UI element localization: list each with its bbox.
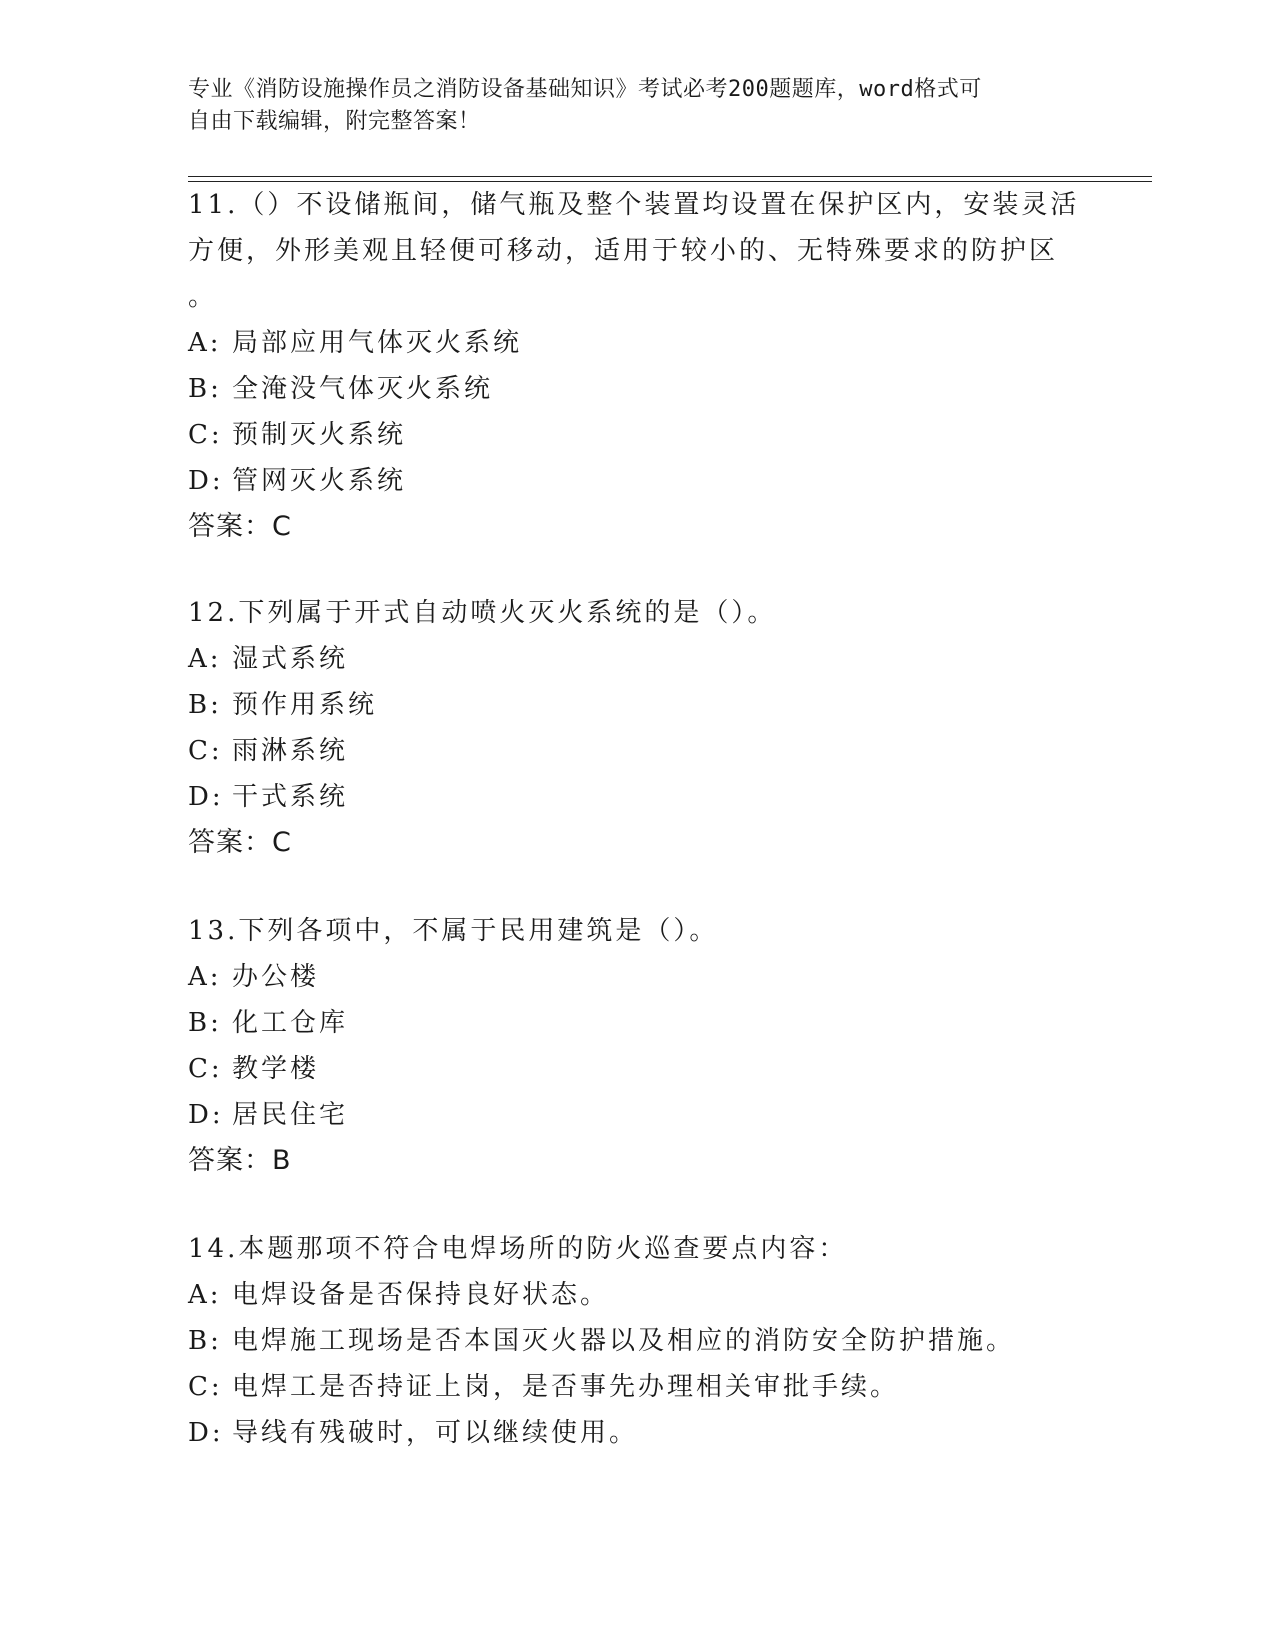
option-text: 居民住宅: [232, 1100, 349, 1130]
option-letter: B:: [188, 374, 222, 404]
question-stem-line: 12.下列属于开式自动喷火灭火系统的是（）。: [188, 598, 777, 628]
option-d: [188, 1410, 1088, 1456]
option-c: [188, 1046, 1088, 1092]
option-a: [188, 954, 1088, 1000]
option-text: 干式系统: [232, 782, 349, 812]
option-letter: D:: [188, 466, 224, 496]
option-c: [188, 412, 1088, 458]
option-a: [188, 1272, 1088, 1318]
option-letter: D:: [188, 1418, 224, 1448]
option-text: 导线有残破时，可以继续使用。: [232, 1418, 639, 1448]
option-text: 电焊设备是否保持良好状态。: [232, 1280, 610, 1310]
option-text: 管网灭火系统: [232, 466, 407, 496]
option-letter: B:: [188, 1008, 222, 1038]
question-14: [188, 1226, 1088, 1456]
option-d: [188, 1092, 1088, 1138]
document-header: [188, 74, 1068, 138]
option-c: [188, 1364, 1088, 1410]
option-text: 化工仓库: [232, 1008, 349, 1038]
answer-label: 答案：C: [188, 511, 292, 542]
answer-label: 答案：C: [188, 827, 292, 858]
option-d: [188, 458, 1088, 504]
option-letter: B:: [188, 690, 222, 720]
option-text: 预制灭火系统: [232, 420, 407, 450]
option-text: 湿式系统: [232, 644, 349, 674]
option-letter: C:: [188, 1054, 223, 1084]
header-divider-top: [188, 176, 1152, 177]
question-stem-line: 方便，外形美观且轻便可移动，适用于较小的、无特殊要求的防护区: [188, 236, 1059, 266]
option-b: [188, 366, 1088, 412]
question-stem-line: 。: [188, 282, 218, 312]
question-stem-line: 13.下列各项中，不属于民用建筑是（）。: [188, 916, 719, 946]
option-d: [188, 774, 1088, 820]
option-letter: D:: [188, 782, 224, 812]
option-text: 教学楼: [232, 1054, 320, 1084]
option-text: 电焊施工现场是否本国灭火器以及相应的消防安全防护措施。: [232, 1326, 1016, 1356]
option-b: [188, 682, 1088, 728]
option-c: [188, 728, 1088, 774]
option-text: 办公楼: [232, 962, 320, 992]
question-stem-line: 14.本题那项不符合电焊场所的防火巡查要点内容：: [188, 1234, 848, 1264]
option-a: [188, 320, 1088, 366]
option-letter: A:: [188, 328, 222, 358]
option-text: 局部应用气体灭火系统: [232, 328, 523, 358]
option-letter: A:: [188, 962, 222, 992]
option-letter: A:: [188, 644, 222, 674]
option-letter: B:: [188, 1326, 222, 1356]
option-b: [188, 1000, 1088, 1046]
option-letter: A:: [188, 1280, 222, 1310]
answer-label: 答案：B: [188, 1145, 292, 1176]
header-line-2: 自由下载编辑，附完整答案！: [188, 109, 481, 134]
option-a: [188, 636, 1088, 682]
option-text: 电焊工是否持证上岗，是否事先办理相关审批手续。: [232, 1372, 900, 1402]
option-letter: C:: [188, 420, 223, 450]
option-text: 预作用系统: [232, 690, 378, 720]
header-line-1: 专业《消防设施操作员之消防设备基础知识》考试必考200题题库，word格式可: [188, 77, 982, 102]
question-stem-line: 11.（）不设储瓶间，储气瓶及整个装置均设置在保护区内，安装灵活: [188, 190, 1080, 220]
question-12: [188, 590, 1088, 866]
option-letter: D:: [188, 1100, 224, 1130]
question-13: [188, 908, 1088, 1184]
option-letter: C:: [188, 736, 223, 766]
option-letter: C:: [188, 1372, 223, 1402]
option-b: [188, 1318, 1088, 1364]
option-text: 雨淋系统: [232, 736, 349, 766]
option-text: 全淹没气体灭火系统: [232, 374, 494, 404]
question-11: [188, 182, 1088, 550]
